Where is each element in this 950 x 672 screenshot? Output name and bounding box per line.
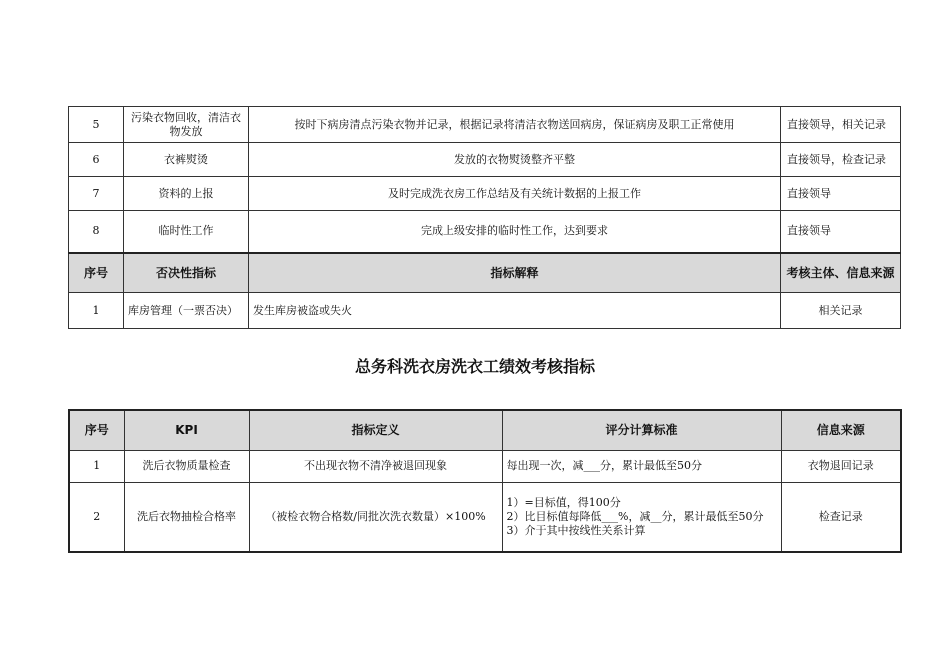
veto-item: 库房管理（一票否决） [124, 293, 249, 329]
duty-description: 及时完成洗衣房工作总结及有关统计数据的上报工作 [249, 177, 781, 211]
kpi-definition: （被检衣物合格数/同批次洗衣数量）×100% [249, 482, 502, 552]
scoring-line: 2）比目标值每降低___%，减__分，累计最低至50分 [506, 509, 764, 523]
info-source: 检查记录 [781, 482, 901, 552]
info-source: 相关记录 [781, 293, 901, 329]
duty-description: 发放的衣物熨烫整齐平整 [249, 143, 781, 177]
row-number: 8 [69, 211, 124, 253]
row-number: 5 [69, 107, 124, 143]
header-number: 序号 [69, 253, 124, 293]
kpi-definition: 不出现衣物不清净被退回现象 [249, 450, 502, 482]
row-number: 1 [69, 450, 124, 482]
table-row [69, 482, 901, 552]
header-veto-indicator: 否决性指标 [124, 253, 249, 293]
duty-description: 完成上级安排的临时性工作，达到要求 [249, 211, 781, 253]
header-scoring-standard: 评分计算标准 [502, 410, 781, 450]
scoring-line: 1）=目标值，得100分 [506, 495, 621, 509]
veto-description: 发生库房被盗或失火 [249, 293, 781, 329]
header-number: 序号 [69, 410, 124, 450]
header-definition: 指标定义 [249, 410, 502, 450]
kpi-table [68, 409, 902, 553]
kpi-header-row [69, 410, 901, 450]
table-row [69, 450, 901, 482]
row-number: 6 [69, 143, 124, 177]
header-assessor-source: 考核主体、信息来源 [781, 253, 901, 293]
info-source: 衣物退回记录 [781, 450, 901, 482]
scoring-line: 每出现一次，减___分，累计最低至50分 [506, 459, 702, 472]
scoring-standard [502, 450, 781, 482]
kpi-name: 洗后衣物抽检合格率 [124, 482, 249, 552]
info-source: 直接领导 [781, 211, 901, 253]
duty-item: 污染衣物回收，清洁衣物发放 [124, 107, 249, 143]
table-row [69, 293, 901, 329]
duty-item: 临时性工作 [124, 211, 249, 253]
table-row [69, 143, 901, 177]
row-number: 2 [69, 482, 124, 552]
header-info-source: 信息来源 [781, 410, 901, 450]
info-source: 直接领导，检查记录 [781, 143, 901, 177]
scoring-standard [502, 482, 781, 552]
duty-item: 衣裤熨烫 [124, 143, 249, 177]
row-number: 7 [69, 177, 124, 211]
info-source: 直接领导 [781, 177, 901, 211]
scoring-line: 3）介于其中按线性关系计算 [506, 523, 646, 537]
table-row [69, 177, 901, 211]
header-indicator-explanation: 指标解释 [249, 253, 781, 293]
row-number: 1 [69, 293, 124, 329]
duty-table [68, 106, 901, 329]
kpi-name: 洗后衣物质量检查 [124, 450, 249, 482]
table-row [69, 211, 901, 253]
table-row [69, 107, 901, 143]
page-title: 总务科洗衣房洗衣工绩效考核指标 [354, 357, 595, 376]
header-kpi: KPI [124, 410, 249, 450]
duty-description: 按时下病房清点污染衣物并记录，根据记录将清洁衣物送回病房，保证病房及职工正常使用 [249, 107, 781, 143]
veto-header-row [69, 253, 901, 293]
info-source: 直接领导，相关记录 [781, 107, 901, 143]
duty-item: 资料的上报 [124, 177, 249, 211]
